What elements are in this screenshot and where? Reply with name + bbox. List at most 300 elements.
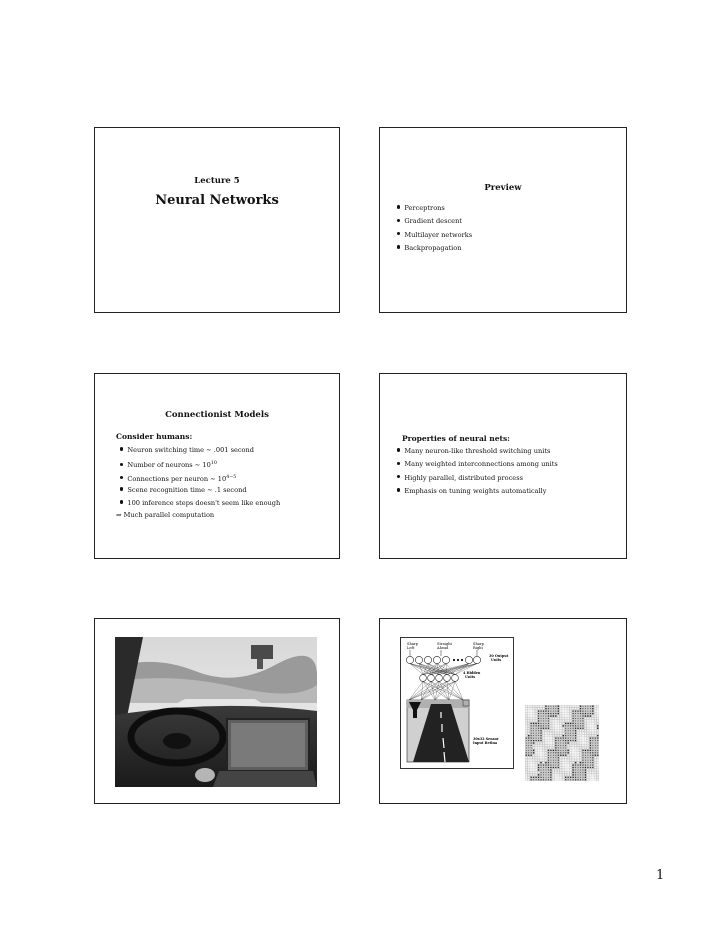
weight-cell — [594, 720, 596, 722]
weight-cell — [531, 730, 532, 731]
weight-cell — [552, 774, 554, 776]
weight-cell — [525, 759, 527, 761]
weight-cell — [573, 711, 574, 712]
weight-cell — [555, 732, 557, 734]
weight-cell — [580, 767, 581, 768]
weight-cell — [587, 732, 589, 734]
weight-cell — [528, 764, 530, 766]
weight-cell — [531, 728, 532, 729]
weight-cell — [543, 770, 544, 771]
weight-cell — [560, 720, 562, 722]
weight-cell — [595, 769, 597, 771]
weight-cell — [577, 708, 578, 709]
weight-cell — [543, 723, 544, 724]
weight-cell — [565, 752, 566, 753]
weight-cell — [525, 730, 527, 732]
output-unit — [424, 656, 431, 663]
weight-cell — [592, 732, 594, 734]
weight-cell — [585, 765, 586, 766]
weight-cell — [548, 730, 550, 731]
weight-cell — [531, 725, 532, 726]
weight-cell — [592, 767, 593, 768]
weight-cell — [540, 735, 541, 736]
weight-cell — [528, 762, 530, 764]
weight-cell — [535, 713, 537, 715]
list-item: Emphasis on tuning weights automatically — [397, 485, 558, 498]
weight-cell — [526, 745, 527, 746]
weight-cell — [558, 757, 559, 758]
weight-cell — [595, 767, 597, 769]
weight-cell — [530, 759, 532, 761]
weight-cell — [575, 723, 576, 724]
weight-cell — [535, 708, 537, 710]
weight-cell — [570, 733, 571, 734]
weight-cell — [594, 759, 596, 761]
weight-cell — [530, 762, 532, 764]
weight-cell — [543, 767, 544, 768]
weight-cell — [577, 742, 579, 744]
weight-cell — [548, 732, 550, 734]
weight-cell — [587, 776, 589, 778]
weight-cell — [565, 762, 567, 764]
weight-cell — [526, 748, 527, 749]
weight-cell — [555, 762, 556, 763]
weight-cell — [560, 735, 561, 736]
weight-cell — [528, 720, 530, 722]
weight-cell — [555, 747, 556, 748]
list-item: Highly parallel, distributed process — [397, 472, 558, 485]
weight-cell — [550, 713, 551, 714]
weight-cell — [589, 772, 591, 774]
weight-cell — [553, 752, 554, 753]
bullet-icon — [397, 232, 400, 235]
weight-cell — [538, 716, 539, 717]
weight-cell — [558, 740, 559, 741]
weight-cell — [543, 728, 544, 729]
weight-cell — [551, 711, 552, 712]
weight-cell — [562, 767, 564, 769]
weight-cell — [572, 764, 573, 765]
weight-cell — [589, 779, 591, 781]
weight-cell — [585, 777, 586, 778]
weight-cell — [555, 711, 556, 712]
weight-cell — [538, 779, 539, 780]
weight-cell — [555, 769, 556, 770]
weight-cell — [577, 779, 578, 780]
weight-cell — [560, 776, 562, 778]
weight-cell — [590, 757, 591, 758]
weight-cell — [597, 723, 598, 724]
weight-cell — [555, 765, 556, 766]
weight-cell — [548, 755, 549, 756]
weight-cell — [597, 750, 598, 751]
weight-cell — [543, 708, 544, 709]
weight-cell — [555, 779, 557, 781]
weight-cell — [533, 759, 535, 761]
weight-cell — [570, 767, 572, 769]
weight-cell — [584, 737, 586, 739]
weight-cell — [577, 752, 579, 754]
weight-cell — [557, 732, 559, 734]
weight-cell — [526, 755, 527, 756]
weight-cell — [570, 730, 571, 731]
weight-cell — [530, 715, 532, 717]
weight-cell — [528, 772, 530, 774]
weight-cell — [548, 745, 550, 747]
weight-cell — [551, 755, 552, 756]
weight-cell — [595, 755, 596, 756]
output-unit — [406, 656, 413, 663]
weight-cell — [588, 755, 589, 756]
weight-cell — [573, 713, 574, 714]
weight-cell — [545, 713, 546, 714]
weight-cell — [543, 775, 544, 776]
weight-cell — [525, 708, 527, 710]
weight-cell — [570, 752, 572, 754]
weight-cell — [550, 723, 551, 724]
weight-cell — [580, 732, 582, 734]
weight-cell — [567, 747, 568, 748]
weight-cell — [589, 774, 591, 776]
weight-cell — [543, 772, 544, 773]
weight-cell — [580, 721, 581, 722]
weight-cell — [567, 708, 569, 710]
list-item: Neuron switching time ∼ .001 second — [120, 444, 280, 457]
weight-cell — [530, 764, 532, 766]
weight-cell — [545, 742, 547, 744]
weight-cell — [565, 718, 567, 720]
weight-cell — [541, 716, 542, 717]
weight-cell — [553, 711, 554, 712]
weight-cell — [553, 772, 555, 774]
weight-cell — [525, 732, 527, 734]
weight-cell — [533, 742, 534, 743]
weight-cell — [579, 740, 581, 742]
weight-cell — [533, 762, 535, 764]
connectionist-title: Connectionist Models — [165, 410, 269, 420]
weight-cell — [525, 779, 527, 781]
weight-cell — [535, 767, 537, 769]
weight-cell — [528, 752, 529, 753]
weight-cell — [565, 738, 566, 739]
weight-cell — [526, 750, 527, 751]
weight-cell — [545, 728, 546, 729]
weight-cell — [565, 755, 566, 756]
weight-cell — [597, 708, 599, 710]
weight-cell — [574, 752, 576, 754]
weight-cell — [530, 705, 532, 707]
weight-cell — [548, 747, 550, 749]
weight-cell — [555, 735, 556, 736]
weight-cell — [558, 769, 559, 770]
weight-cell — [553, 735, 555, 737]
weight-cell — [590, 715, 591, 716]
weight-cell — [543, 713, 544, 714]
weight-cell — [565, 740, 566, 741]
weight-cell — [587, 713, 588, 714]
weight-cell — [597, 755, 598, 756]
weight-cell — [578, 777, 579, 778]
weight-cell — [563, 740, 564, 741]
weight-cell — [570, 777, 571, 778]
preview-title: Preview — [484, 183, 522, 193]
weight-cell — [535, 764, 537, 766]
weight-cell — [558, 755, 559, 756]
weight-cell — [565, 742, 566, 743]
weight-cell — [560, 757, 561, 758]
implies-arrow-icon: ⇒ — [116, 511, 122, 519]
weight-cell — [563, 735, 564, 736]
weight-cell — [560, 767, 561, 768]
weight-cell — [597, 738, 598, 739]
weight-cell — [557, 730, 559, 732]
weight-cell — [587, 752, 588, 753]
weight-cell — [545, 711, 546, 712]
weight-cell — [567, 769, 569, 771]
weight-cell — [570, 779, 571, 780]
weight-cell — [587, 745, 589, 747]
weight-cell — [565, 764, 567, 766]
weight-cell — [543, 721, 544, 722]
weight-cell — [528, 718, 530, 720]
weight-cell — [567, 764, 569, 766]
weight-cell — [557, 727, 559, 729]
slide-properties — [379, 373, 627, 559]
weight-cell — [528, 755, 529, 756]
weight-cell — [538, 769, 539, 770]
weight-cell — [590, 742, 591, 743]
weight-cell — [557, 779, 559, 781]
weight-cell — [548, 706, 549, 707]
weight-cell — [577, 745, 579, 747]
weight-cell — [585, 730, 587, 732]
weight-cell — [550, 744, 552, 746]
weight-cell — [538, 720, 539, 721]
weight-cell — [567, 774, 569, 776]
weight-cell — [578, 772, 579, 773]
weight-cell — [567, 750, 568, 751]
weight-cell — [551, 708, 552, 709]
weight-cell — [560, 762, 562, 764]
weight-cell — [555, 720, 557, 722]
weight-cell — [555, 727, 557, 729]
weight-cell — [536, 738, 537, 739]
weight-cell — [560, 727, 562, 729]
weight-cell — [560, 713, 562, 715]
weight-cell — [578, 767, 579, 768]
weight-cell — [545, 762, 546, 763]
lecture-title: Neural Networks — [155, 193, 279, 208]
list-item: 100 inference steps doesn't seem like enough — [120, 497, 280, 510]
weight-cell — [597, 730, 598, 731]
weight-cell — [585, 723, 587, 725]
weight-cell — [528, 732, 529, 733]
weight-cell — [583, 706, 584, 707]
weight-cell — [553, 757, 554, 758]
weight-cell — [568, 740, 569, 741]
weight-cell — [528, 743, 529, 744]
weight-cell — [540, 738, 541, 739]
weight-cell — [570, 742, 571, 743]
weight-cell — [570, 708, 572, 710]
bullet-icon — [397, 488, 400, 491]
weight-cell — [560, 750, 561, 751]
weight-cell — [555, 706, 556, 707]
weight-cell — [548, 713, 549, 714]
weight-cell — [567, 755, 568, 756]
weight-cell — [553, 715, 554, 716]
weight-cell — [592, 735, 593, 736]
weight-cell — [570, 735, 571, 736]
weight-cell — [560, 723, 562, 725]
weight-cell — [530, 772, 532, 774]
weight-cell — [546, 716, 547, 717]
weight-cell — [590, 747, 591, 748]
weight-cell — [533, 708, 535, 710]
weight-cell — [565, 777, 566, 778]
weight-cell — [531, 735, 532, 736]
weight-cell — [538, 738, 539, 739]
weight-cell — [540, 742, 541, 743]
weight-cell — [590, 735, 591, 736]
weight-cell — [540, 730, 541, 731]
weight-cell — [541, 777, 542, 778]
weight-cell — [567, 720, 569, 722]
weight-cell — [541, 718, 542, 719]
weight-cell — [580, 779, 581, 780]
output-hidden-connection — [410, 664, 455, 675]
weight-cell — [528, 728, 529, 729]
weight-cell — [594, 705, 596, 707]
weight-cell — [553, 708, 554, 709]
weight-cell — [574, 754, 576, 756]
weight-cell — [592, 752, 593, 753]
weight-cell — [587, 735, 589, 737]
weight-cell — [592, 718, 594, 720]
weight-cell — [526, 738, 527, 739]
weight-cell — [533, 725, 534, 726]
output-unit — [465, 656, 472, 663]
weight-cell — [585, 762, 586, 763]
weight-cell — [548, 752, 549, 753]
weight-cell — [587, 747, 589, 749]
weight-cell — [587, 727, 589, 729]
weight-cell — [525, 776, 527, 778]
weight-cell — [570, 725, 571, 726]
weight-cell — [575, 747, 577, 749]
weight-cell — [587, 779, 589, 781]
weight-cell — [573, 725, 574, 726]
weight-cell — [560, 748, 561, 749]
weight-cell — [540, 740, 541, 741]
weight-cell — [580, 747, 582, 749]
weight-cell — [570, 769, 572, 771]
weight-cell — [597, 772, 599, 774]
properties-bullet-list — [397, 445, 558, 498]
weight-cell — [551, 762, 552, 763]
weight-cell — [562, 720, 564, 722]
hidden-input-connection — [455, 681, 463, 700]
weight-cell — [582, 723, 583, 724]
weight-cell — [553, 747, 555, 749]
weight-cell — [585, 760, 586, 761]
weight-cell — [585, 779, 586, 780]
weight-cell — [592, 774, 594, 776]
weight-cell — [535, 745, 537, 747]
weight-cell — [560, 730, 562, 732]
weight-cell — [573, 723, 574, 724]
weight-cell — [538, 740, 539, 741]
weight-cell — [552, 742, 554, 744]
weight-cell — [558, 706, 559, 707]
weight-cell — [550, 725, 551, 726]
weight-cell — [541, 770, 542, 771]
weight-cell — [572, 752, 574, 754]
weight-cell — [585, 772, 586, 773]
weight-cell — [555, 708, 556, 709]
weight-cell — [538, 708, 539, 709]
weight-cell — [570, 728, 571, 729]
weight-cell — [550, 750, 551, 751]
weight-cell — [560, 774, 562, 776]
weight-cell — [585, 713, 586, 714]
weight-cell — [550, 765, 551, 766]
weight-cell — [553, 769, 554, 770]
weight-cell — [578, 718, 579, 719]
weight-cell — [531, 752, 532, 753]
weight-cell — [553, 740, 555, 742]
weight-cell — [550, 774, 551, 775]
weight-cell — [537, 749, 539, 751]
weight-cell — [531, 723, 532, 724]
weight-cell — [536, 777, 537, 778]
weight-cell — [585, 720, 587, 722]
weight-cell — [592, 706, 593, 707]
weight-cell — [560, 740, 561, 741]
weight-cell — [572, 745, 574, 747]
weight-cell — [580, 725, 581, 726]
weight-cell — [545, 759, 547, 760]
weight-cell — [594, 776, 596, 778]
weight-cell — [548, 767, 549, 768]
list-item: Perceptrons — [397, 202, 472, 215]
weight-cell — [525, 715, 527, 717]
weight-cell — [585, 755, 586, 756]
weight-cell — [582, 713, 583, 714]
weight-cell — [570, 759, 572, 761]
weight-cell — [545, 752, 546, 753]
weight-cell — [560, 738, 561, 739]
weight-cell — [573, 738, 574, 739]
weight-cell — [540, 747, 542, 749]
weight-cell — [595, 750, 596, 751]
weight-cell — [548, 762, 549, 763]
weight-cell — [597, 779, 599, 781]
weight-cell — [592, 769, 593, 770]
weight-cell — [531, 748, 532, 749]
weight-cell — [590, 750, 591, 751]
weight-cell — [597, 715, 599, 717]
weight-cell — [538, 711, 539, 712]
weight-cell — [580, 713, 581, 714]
weight-cell — [583, 772, 584, 773]
output-unit — [473, 656, 480, 663]
weight-cell — [575, 767, 576, 768]
weight-cell — [590, 767, 591, 768]
bullet-icon — [397, 475, 400, 478]
weight-cell — [580, 755, 582, 756]
weight-cell — [565, 725, 566, 726]
